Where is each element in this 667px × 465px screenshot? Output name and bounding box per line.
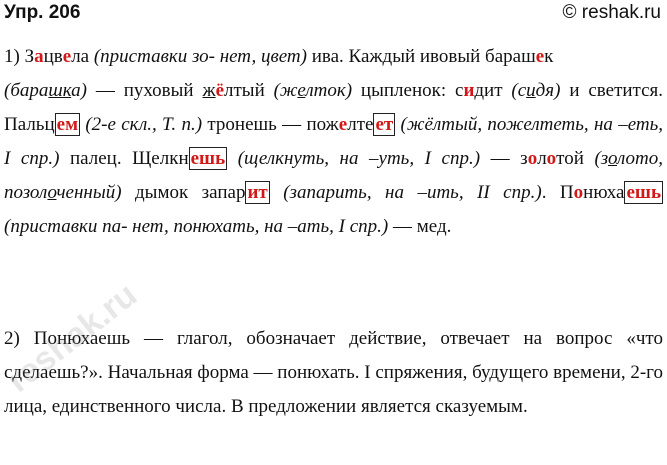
highlight: е bbox=[535, 46, 545, 67]
comment: (приставки па- нет, понюхать, на –ать, I спр.) bbox=[4, 216, 389, 237]
comment: (с bbox=[511, 80, 527, 101]
text: нюха bbox=[583, 182, 625, 203]
highlight: ё bbox=[215, 80, 225, 101]
text: цыпленок: с bbox=[352, 80, 464, 101]
comment-underline: и bbox=[526, 80, 536, 101]
comment: дя) bbox=[535, 80, 561, 101]
site-credit[interactable]: © reshak.ru bbox=[562, 2, 661, 23]
comment-underline: е bbox=[297, 80, 306, 101]
text: и светится. Пальц bbox=[4, 80, 664, 135]
comment: (бара bbox=[4, 80, 49, 101]
comment-underline: о bbox=[607, 148, 617, 169]
text: дымок запар bbox=[121, 182, 246, 203]
text: — пуховый bbox=[86, 80, 203, 101]
text: тронешь — пож bbox=[202, 114, 339, 135]
ending-box: ит bbox=[247, 182, 268, 203]
comment-underline: шк bbox=[48, 80, 72, 101]
item-number: 1) bbox=[4, 46, 25, 67]
text: . П bbox=[541, 182, 574, 203]
highlight: о bbox=[527, 148, 538, 169]
text: к bbox=[544, 46, 554, 67]
answer-paragraph-1 bbox=[4, 40, 663, 244]
comment: лото, позол bbox=[4, 148, 663, 203]
text: цв bbox=[43, 46, 63, 67]
highlight: о bbox=[546, 148, 557, 169]
text: палец. Щелкн bbox=[59, 148, 189, 169]
comment: (2-е скл., Т. п.) bbox=[80, 114, 203, 135]
comment: лток) bbox=[305, 80, 353, 101]
comment: (запарить, на –ить, II спр.) bbox=[269, 182, 542, 203]
comment: (ж bbox=[273, 80, 298, 101]
comment: (з bbox=[594, 148, 608, 169]
answer-paragraph-2: 2) Понюхаешь — глагол, обозначает действие, отвечает на вопрос «что сделаешь?». Начальная форма — понюхать. I спряжения, будущего времени, 2-го лица, единственного числа. В предложении является сказуемым. bbox=[4, 328, 663, 417]
highlight: и bbox=[463, 80, 475, 101]
underline: ж bbox=[202, 80, 216, 101]
ending-box: ет bbox=[375, 114, 394, 135]
comment: а) bbox=[71, 80, 87, 101]
header bbox=[4, 2, 661, 28]
text: л bbox=[537, 148, 547, 169]
text: — з bbox=[480, 148, 528, 169]
text: дит bbox=[474, 80, 512, 101]
comment-underline: о bbox=[47, 182, 57, 203]
text: ива. Каждый ивовый бараш bbox=[306, 46, 536, 67]
comment: (приставки зо- нет, цвет) bbox=[89, 46, 307, 67]
text: лте bbox=[347, 114, 374, 135]
highlight: о bbox=[573, 182, 584, 203]
comment: (жёлтый, пожелтеть, на –еть, I спр.) bbox=[4, 114, 663, 169]
text: ла bbox=[71, 46, 90, 67]
text: — мед. bbox=[388, 216, 452, 237]
text: З bbox=[24, 46, 35, 67]
highlight: е bbox=[338, 114, 348, 135]
watermark: reshak.ru bbox=[0, 275, 145, 400]
text: той bbox=[556, 148, 595, 169]
highlight: е bbox=[62, 46, 72, 67]
comment: (щелкнуть, на –уть, I спр.) bbox=[227, 148, 481, 169]
highlight: а bbox=[34, 46, 44, 67]
ending-box: ем bbox=[56, 114, 79, 135]
exercise-title: Упр. 206 bbox=[4, 2, 81, 23]
text: лтый bbox=[224, 80, 274, 101]
ending-box: ешь bbox=[626, 182, 661, 203]
ending-box: ешь bbox=[190, 148, 226, 169]
comment: ченный) bbox=[56, 182, 122, 203]
